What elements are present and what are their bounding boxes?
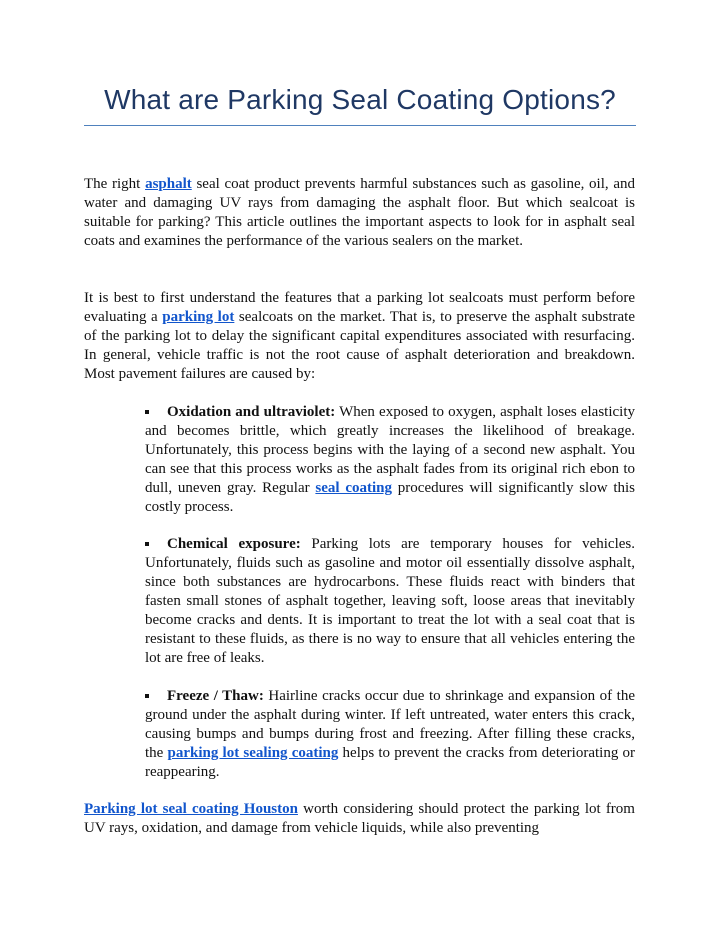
bullet-square-icon [145,694,149,698]
parking-lot-link[interactable]: parking lot [162,309,235,325]
features-text-start: It is best to first understand the features that a parking lot sealcoats must perform before evaluating a [84,290,635,325]
seal-coating-link[interactable]: seal coating [315,480,393,496]
intro-text-end: seal coat product prevents harmful substances such as gasoline, oil, and water and damaging UV rays from damaging the asphalt floor. But which sealcoat is suitable for parking? This article outlines the important aspects to look for in asphalt seal coats and examines the performance of the various sealers on the market. [84,176,636,249]
bullet-square-icon [145,410,149,414]
features-text-end: sealcoats on the market. That is, to preserve the asphalt substrate of the parking lot to delay the significant capital expenditures associated with resurfacing. In general, vehicle traffic is not the root cause of asphalt deterioration and breakdown. Most pavement failures are caused by: [84,309,636,382]
bullet-text-end: procedures will significantly slow this costly process. [145,480,636,515]
houston-seal-coating-link[interactable]: Parking lot seal coating Houston [84,801,298,817]
parking-lot-sealing-coating-link[interactable]: parking lot sealing coating [167,745,339,761]
page-title: What are Parking Seal Coating Options? [104,84,616,115]
features-paragraph [84,289,635,384]
bullet-text-start: Hairline cracks occur due to shrinkage and expansion of the ground under the asphalt during winter. If left untreated, water enters this crack, causing bumps and bumps during frost and freezing. After filling these cracks, the [145,688,635,761]
title-underline [84,125,636,126]
bullet-text-start: When exposed to oxygen, asphalt loses elasticity and becomes brittle, which greatly increases the likelihood of breakage. Unfortunately, this process begins with the laying of a second new asphalt. You can see that this process works as the asphalt fades from its original rich ebon to dull, uneven gray. Regular [145,404,635,496]
bullet-oxidation [145,403,635,517]
intro-paragraph [84,175,635,251]
bullet-text: Parking lots are temporary houses for vehicles. Unfortunately, fluids such as gasoline and motor oil essentially dissolve asphalt, since both substances are hydrocarbons. These fluids react with binders that fasten small stones of asphalt together, leaving soft, loose areas that inevitably become cracks and dents. It is important to treat the lot with a seal coat that is resistant to these fluids, as there is no way to ensure that all vehicles entering the lot are free of leaks. [145,536,635,666]
closing-text: worth considering should protect the parking lot from UV rays, oxidation, and damage from vehicle liquids, while also preventing [84,801,635,836]
asphalt-link[interactable]: asphalt [145,176,192,192]
bullet-chemical [145,535,635,668]
closing-paragraph [84,800,635,838]
bullet-heading: Chemical exposure: [167,536,301,552]
bullet-heading: Oxidation and ultraviolet: [167,404,336,420]
intro-text-start: The right [84,176,146,192]
bullet-square-icon [145,542,149,546]
bullet-heading: Freeze / Thaw: [167,688,264,704]
bullet-text-end: helps to prevent the cracks from deteriorating or reappearing. [145,745,635,780]
bullet-freeze-thaw [145,687,635,782]
